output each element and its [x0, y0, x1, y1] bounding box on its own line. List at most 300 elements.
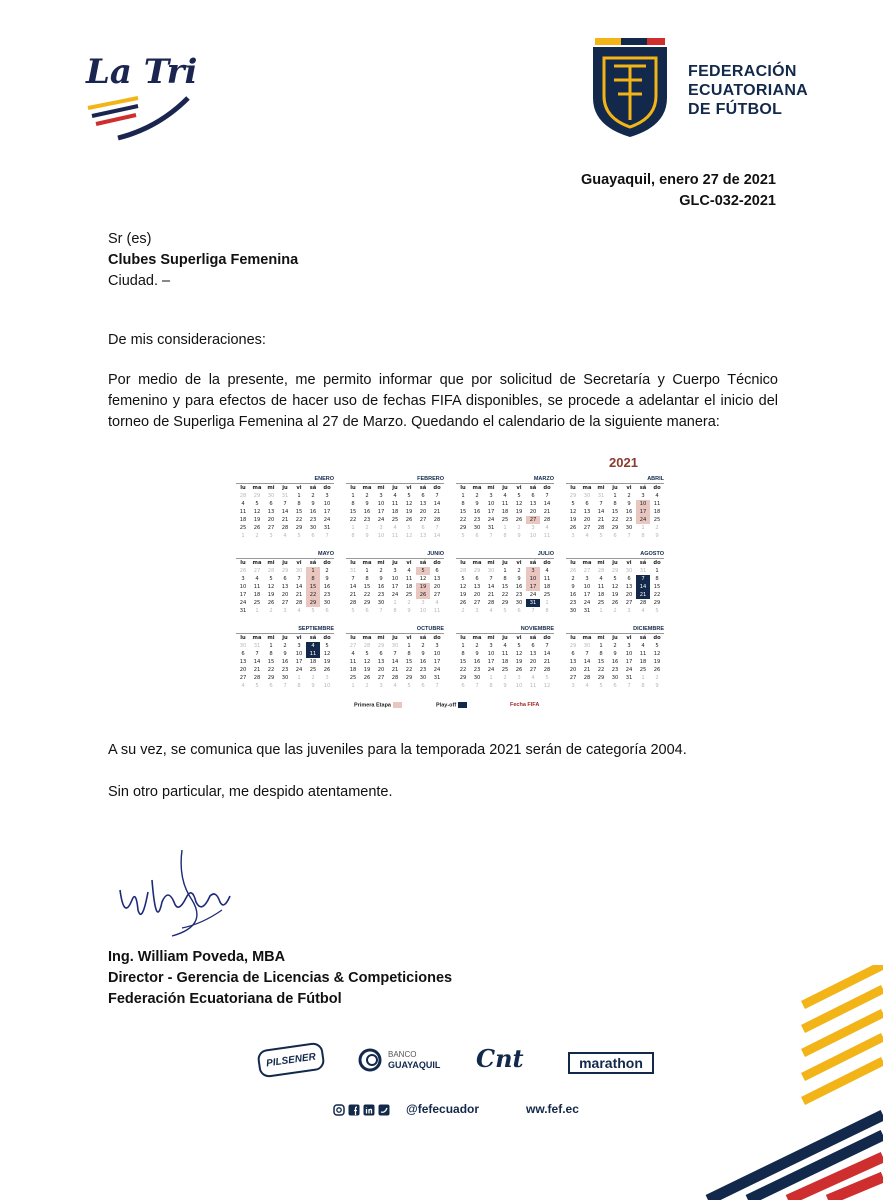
calendar-day: 6 [475, 533, 479, 539]
calendar-day: 1 [269, 643, 273, 649]
calendar-weekday-header: ma [472, 635, 482, 641]
calendar-weekday-header: mi [487, 635, 495, 641]
calendar-day: 3 [269, 533, 273, 539]
calendar-day: 24 [487, 667, 495, 673]
calendar-weekday-header: do [653, 485, 661, 491]
calendar-month-name: JUNIO [346, 550, 444, 559]
calendar-day: 13 [529, 651, 537, 657]
calendar-weekday-header: sá [639, 635, 647, 641]
calendar-month-grid [346, 634, 444, 690]
calendar-day: 26 [416, 591, 430, 599]
calendar-weekday-header: ma [362, 635, 372, 641]
calendar-day: 30 [487, 568, 495, 574]
calendar-day: 29 [267, 675, 275, 681]
calendar-day: 29 [281, 568, 289, 574]
calendar-weekday-header: mi [267, 485, 275, 491]
calendar-day: 11 [391, 501, 399, 507]
calendar-day: 1 [365, 568, 369, 574]
calendar-day: 27 [433, 592, 441, 598]
calendar-day: 22 [295, 517, 303, 523]
calendar-day: 12 [515, 651, 523, 657]
calendar-day: 14 [349, 584, 357, 590]
calendar-day: 5 [269, 576, 273, 582]
calendar-weekday-header: lu [570, 485, 576, 491]
calendar-weekday-header: mi [487, 560, 495, 566]
calendar-weekday-header: do [433, 485, 441, 491]
calendar-day: 8 [655, 576, 659, 582]
calendar-day: 1 [613, 493, 617, 499]
calendar-day: 7 [545, 643, 549, 649]
calendar-day: 30 [625, 525, 633, 531]
calendar-day: 7 [283, 683, 287, 689]
calendar-day: 12 [419, 576, 427, 582]
calendar-day: 25 [501, 517, 509, 523]
calendar-weekday-header: mi [267, 560, 275, 566]
calendar-day: 10 [295, 651, 303, 657]
calendar-day: 18 [309, 659, 317, 665]
calendar-day: 3 [627, 608, 631, 614]
calendar-day: 27 [583, 568, 591, 574]
calendar-day: 8 [641, 683, 645, 689]
calendar-day: 20 [569, 667, 577, 673]
calendar-day: 26 [515, 517, 523, 523]
calendar-weekday-header: vi [296, 485, 302, 491]
greeting: De mis consideraciones: [108, 332, 266, 348]
calendar-day: 10 [583, 584, 591, 590]
legend-label: Fecha FIFA [510, 702, 540, 708]
calendar-day: 8 [407, 651, 411, 657]
calendar-day: 2 [627, 493, 631, 499]
calendar-day: 28 [281, 525, 289, 531]
calendar-weekday-header: ju [502, 560, 508, 566]
calendar-weekday-header: ju [612, 485, 618, 491]
calendar-day: 4 [641, 608, 645, 614]
calendar-month [346, 475, 444, 540]
calendar-day: 29 [473, 568, 481, 574]
calendar-day: 18 [639, 659, 647, 665]
calendar-day: 10 [323, 683, 331, 689]
calendar-day: 1 [241, 533, 245, 539]
calendar-day: 3 [379, 493, 383, 499]
calendar-day: 4 [393, 493, 397, 499]
calendar-weekday-header: mi [597, 560, 605, 566]
calendar-day: 25 [253, 600, 261, 606]
calendar-day: 3 [325, 675, 329, 681]
social-handle[interactable]: @fefecuador [406, 1102, 480, 1116]
calendar-weekday-header: vi [406, 635, 412, 641]
calendar-day: 10 [529, 533, 537, 539]
calendar-day: 8 [461, 651, 465, 657]
calendar-day: 3 [526, 567, 540, 575]
calendar-day: 28 [597, 525, 605, 531]
calendar-day: 21 [253, 667, 261, 673]
calendar-day: 22 [306, 591, 320, 599]
calendar-day: 20 [625, 592, 633, 598]
calendar-month [236, 550, 334, 615]
calendar-day: 15 [363, 584, 371, 590]
calendar-day: 5 [599, 683, 603, 689]
calendar-day: 26 [253, 525, 261, 531]
calendar-day: 27 [569, 675, 577, 681]
calendar-day: 3 [571, 683, 575, 689]
calendar-day: 23 [363, 517, 371, 523]
calendar-day: 16 [419, 659, 427, 665]
calendar-day: 14 [433, 533, 441, 539]
calendar-day: 29 [459, 525, 467, 531]
calendar-day: 3 [435, 643, 439, 649]
calendar-day: 23 [419, 667, 427, 673]
calendar-day: 16 [515, 584, 523, 590]
calendar-day: 7 [435, 683, 439, 689]
calendar-day: 12 [515, 501, 523, 507]
calendar-day: 22 [267, 667, 275, 673]
calendar-day: 8 [351, 533, 355, 539]
calendar-day: 27 [349, 643, 357, 649]
calendar-day: 16 [473, 509, 481, 515]
calendar-day: 23 [569, 600, 577, 606]
calendar-day: 5 [351, 608, 355, 614]
calendar-day: 9 [613, 651, 617, 657]
calendar-day: 21 [583, 667, 591, 673]
reference-number: GLC-032-2021 [679, 193, 776, 209]
calendar-day: 2 [571, 576, 575, 582]
calendar-day: 7 [325, 533, 329, 539]
federation-name-line: DE FÚTBOL [688, 101, 783, 118]
calendar-day: 4 [599, 576, 603, 582]
calendar-day: 1 [297, 493, 301, 499]
calendar-day: 27 [526, 516, 540, 524]
calendar-day: 5 [503, 608, 507, 614]
website-link[interactable]: ww.fef.ec [526, 1102, 579, 1116]
calendar-day: 23 [473, 667, 481, 673]
calendar-weekday-header: vi [626, 485, 632, 491]
calendar-day: 2 [421, 643, 425, 649]
calendar-weekday-header: vi [296, 635, 302, 641]
calendar-weekday-header: do [323, 635, 331, 641]
calendar-day: 29 [459, 675, 467, 681]
calendar-day: 20 [433, 584, 441, 590]
calendar-day: 2 [655, 675, 659, 681]
calendar-day: 2 [517, 568, 521, 574]
calendar-day: 18 [253, 592, 261, 598]
calendar-day: 28 [543, 517, 551, 523]
calendar-day: 19 [323, 659, 331, 665]
calendar-day: 6 [311, 533, 315, 539]
signer-organization: Federación Ecuatoriana de Fútbol [108, 991, 342, 1007]
calendar-day: 4 [241, 501, 245, 507]
calendar-day: 29 [653, 600, 661, 606]
calendar-day: 12 [459, 584, 467, 590]
calendar-weekday-header: do [543, 485, 551, 491]
calendar-day: 31 [253, 643, 261, 649]
calendar-day: 2 [475, 493, 479, 499]
calendar-weekday-header: vi [296, 560, 302, 566]
calendar-weekday-header: ma [582, 560, 592, 566]
calendar-month [566, 550, 664, 615]
calendar-weekday-header: do [433, 560, 441, 566]
calendar-day: 13 [625, 584, 633, 590]
calendar-day: 8 [503, 533, 507, 539]
calendar-weekday-header: sá [419, 560, 427, 566]
calendar-day: 9 [311, 501, 315, 507]
calendar-day: 27 [281, 600, 289, 606]
calendar-day: 17 [583, 592, 591, 598]
place-date: Guayaquil, enero 27 de 2021 [580, 172, 776, 188]
calendar-day: 31 [323, 525, 331, 531]
calendar-day: 26 [323, 667, 331, 673]
calendar-day: 8 [306, 575, 320, 583]
calendar-day: 2 [365, 493, 369, 499]
calendar-day: 25 [405, 592, 413, 598]
calendar-day: 12 [405, 501, 413, 507]
calendar-day: 11 [349, 659, 357, 665]
calendar-day: 28 [239, 493, 247, 499]
calendar-day: 17 [636, 508, 650, 516]
calendar-month-grid [346, 484, 444, 540]
calendar-day: 15 [459, 659, 467, 665]
calendar-day: 14 [543, 651, 551, 657]
calendar-day: 27 [239, 675, 247, 681]
calendar-day: 23 [323, 592, 331, 598]
calendar-month-grid [456, 484, 554, 540]
calendar-day: 16 [363, 509, 371, 515]
calendar-day: 7 [379, 608, 383, 614]
addressee-line: Clubes Superliga Femenina [108, 252, 299, 268]
calendar-weekday-header: ma [252, 635, 262, 641]
calendar-day: 11 [653, 501, 661, 507]
calendar-weekday-header: ju [392, 485, 398, 491]
calendar-day: 13 [419, 533, 427, 539]
calendar-weekday-header: vi [516, 560, 522, 566]
calendar-day: 19 [569, 517, 577, 523]
calendar-month-name: AGOSTO [566, 550, 664, 559]
calendar-day: 6 [531, 493, 535, 499]
calendar-weekday-header: ju [282, 485, 288, 491]
calendar-day: 24 [433, 667, 441, 673]
calendar-day: 22 [349, 517, 357, 523]
calendar-day: 2 [613, 643, 617, 649]
calendar-day: 6 [421, 493, 425, 499]
calendar-day: 3 [641, 493, 645, 499]
calendar-weekday-header: ma [472, 485, 482, 491]
calendar-day: 7 [475, 683, 479, 689]
calendar-day: 26 [611, 600, 619, 606]
calendar-weekday-header: ju [502, 635, 508, 641]
calendar-weekday-header: vi [626, 635, 632, 641]
legend-swatch [393, 702, 402, 708]
calendar-day: 4 [241, 683, 245, 689]
calendar-day: 19 [515, 659, 523, 665]
calendar-day: 7 [636, 575, 650, 583]
calendar-day: 8 [489, 683, 493, 689]
calendar-day: 20 [377, 667, 385, 673]
linkedin-icon[interactable] [363, 1104, 375, 1116]
calendar-day: 9 [655, 533, 659, 539]
calendar-day: 15 [501, 584, 509, 590]
calendar-day: 4 [283, 533, 287, 539]
calendar-day: 23 [473, 517, 481, 523]
twitter-icon[interactable] [378, 1104, 390, 1116]
calendar-day: 17 [433, 659, 441, 665]
calendar-day: 9 [503, 683, 507, 689]
calendar-day: 31 [625, 675, 633, 681]
calendar-day: 9 [655, 683, 659, 689]
calendar-day: 5 [407, 525, 411, 531]
calendar-day: 22 [501, 592, 509, 598]
calendar-weekday-header: ma [472, 560, 482, 566]
calendar-month [236, 625, 334, 690]
calendar-day: 30 [625, 568, 633, 574]
calendar-day: 30 [583, 493, 591, 499]
pilsener-logo-text: PILSENER [265, 1051, 317, 1069]
instagram-icon[interactable] [333, 1104, 345, 1116]
calendar-day: 27 [267, 525, 275, 531]
calendar-day: 30 [473, 675, 481, 681]
calendar-day: 16 [323, 584, 331, 590]
calendar-day: 24 [583, 600, 591, 606]
calendar-day: 3 [379, 525, 383, 531]
calendar-day: 23 [309, 517, 317, 523]
calendar-day: 1 [393, 600, 397, 606]
calendar-day: 15 [611, 509, 619, 515]
calendar-day: 12 [267, 584, 275, 590]
calendar-day: 7 [627, 683, 631, 689]
calendar-weekday-header: ju [282, 560, 288, 566]
calendar-day: 14 [295, 584, 303, 590]
calendar-day: 2 [461, 608, 465, 614]
calendar-day: 1 [461, 493, 465, 499]
calendar-day: 11 [501, 501, 509, 507]
calendar-day: 4 [503, 493, 507, 499]
calendar-day: 25 [543, 592, 551, 598]
calendar-day: 15 [306, 583, 320, 591]
calendar-day: 21 [391, 667, 399, 673]
calendar-day: 4 [655, 493, 659, 499]
calendar-day: 23 [377, 592, 385, 598]
calendar-day: 18 [543, 584, 551, 590]
calendar-weekday-header: lu [350, 635, 356, 641]
calendar-day: 20 [267, 517, 275, 523]
calendar-day: 5 [407, 683, 411, 689]
calendar-day: 29 [569, 493, 577, 499]
calendar-day: 27 [583, 525, 591, 531]
calendar-day: 19 [253, 517, 261, 523]
calendar-weekday-header: vi [406, 485, 412, 491]
calendar-day: 26 [653, 667, 661, 673]
calendar-day: 28 [433, 517, 441, 523]
calendar-day: 31 [433, 675, 441, 681]
calendar-day: 7 [255, 651, 259, 657]
calendar-day: 3 [421, 600, 425, 606]
calendar-day: 27 [377, 675, 385, 681]
calendar-weekday-header: lu [350, 485, 356, 491]
calendar-month-name: MAYO [236, 550, 334, 559]
facebook-icon[interactable] [348, 1104, 360, 1116]
calendar-day: 16 [281, 659, 289, 665]
calendar-day: 4 [641, 643, 645, 649]
calendar-day: 26 [569, 568, 577, 574]
calendar-day: 19 [363, 667, 371, 673]
calendar-day: 26 [459, 600, 467, 606]
marathon-logo [568, 1052, 654, 1074]
calendar-day: 3 [585, 576, 589, 582]
calendar-day: 17 [487, 659, 495, 665]
calendar-day: 6 [269, 683, 273, 689]
calendar-day: 19 [515, 509, 523, 515]
calendar-day: 10 [515, 683, 523, 689]
calendar-weekday-header: ju [502, 485, 508, 491]
calendar-month-grid [236, 484, 334, 540]
calendar-day: 2 [325, 568, 329, 574]
calendar-weekday-header: do [543, 560, 551, 566]
calendar-weekday-header: ma [252, 485, 262, 491]
calendar-day: 6 [613, 533, 617, 539]
calendar-day: 5 [517, 493, 521, 499]
calendar-weekday-header: lu [570, 635, 576, 641]
calendar-day: 8 [545, 608, 549, 614]
calendar-day: 4 [531, 675, 535, 681]
calendar-weekday-header: sá [419, 635, 427, 641]
calendar-day: 29 [597, 675, 605, 681]
calendar-day: 2 [475, 643, 479, 649]
calendar-day: 24 [636, 516, 650, 524]
calendar-day: 9 [517, 576, 521, 582]
calendar-day: 14 [391, 659, 399, 665]
calendar-day: 6 [379, 651, 383, 657]
calendar-day: 31 [239, 608, 247, 614]
calendar-day: 22 [653, 592, 661, 598]
calendar-weekday-header: ju [282, 635, 288, 641]
calendar-day: 4 [545, 525, 549, 531]
calendar-day: 14 [487, 584, 495, 590]
calendar-day: 10 [433, 651, 441, 657]
decorative-stripes [668, 965, 883, 1200]
calendar-weekday-header: do [543, 635, 551, 641]
calendar-day: 11 [253, 584, 261, 590]
calendar-month-grid [236, 634, 334, 690]
addressee-line: Ciudad. – [108, 273, 171, 289]
banco-label: BANCO [388, 1050, 417, 1059]
calendar-day: 28 [639, 600, 647, 606]
calendar-weekday-header: do [323, 560, 331, 566]
calendar-day: 19 [267, 592, 275, 598]
calendar-day: 2 [311, 675, 315, 681]
calendar-weekday-header: lu [570, 560, 576, 566]
calendar-day: 20 [529, 659, 537, 665]
calendar-day: 28 [267, 568, 275, 574]
calendar-day: 5 [517, 643, 521, 649]
closing-paragraph: Sin otro particular, me despido atentamente. [108, 784, 393, 800]
calendar-day: 5 [461, 576, 465, 582]
banco-guayaquil-icon [358, 1048, 382, 1072]
calendar-day: 21 [349, 592, 357, 598]
calendar-day: 27 [529, 667, 537, 673]
addressee [108, 229, 298, 292]
calendar-day: 4 [435, 600, 439, 606]
calendar-day: 14 [281, 509, 289, 515]
calendar-day: 29 [611, 568, 619, 574]
calendar-day: 14 [543, 501, 551, 507]
calendar-day: 6 [461, 683, 465, 689]
calendar-day: 6 [435, 568, 439, 574]
calendar-day: 2 [503, 675, 507, 681]
calendar-day: 6 [421, 683, 425, 689]
calendar-day: 9 [421, 651, 425, 657]
calendar-year: 2021 [609, 455, 638, 470]
calendar-weekday-header: sá [639, 560, 647, 566]
calendar-day: 7 [545, 493, 549, 499]
calendar-day: 5 [407, 493, 411, 499]
